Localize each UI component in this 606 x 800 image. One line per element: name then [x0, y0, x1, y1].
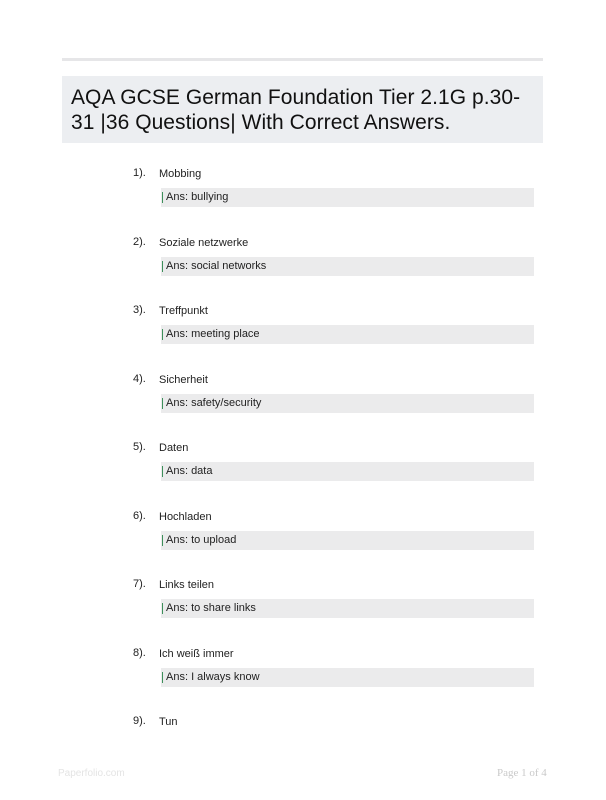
- question-term: Tun: [159, 716, 178, 728]
- question-number: 6).: [133, 510, 146, 522]
- answer-box: [161, 325, 534, 344]
- answer-accent-bar: [162, 329, 163, 340]
- answer-box: [161, 531, 534, 550]
- answer-text: Ans: to share links: [166, 602, 256, 614]
- question-number: 7).: [133, 578, 146, 590]
- question-item: [0, 510, 606, 570]
- question-number: 4).: [133, 373, 146, 385]
- answer-text: Ans: meeting place: [166, 328, 260, 340]
- question-item: [0, 167, 606, 227]
- answer-accent-bar: [162, 603, 163, 614]
- answer-text: Ans: data: [166, 465, 213, 477]
- answer-text: Ans: bullying: [166, 191, 229, 203]
- answer-box: [161, 257, 534, 276]
- answer-accent-bar: [162, 466, 163, 477]
- answer-box: [161, 394, 534, 413]
- question-item: [0, 578, 606, 638]
- question-term: Links teilen: [159, 579, 215, 591]
- answer-box: [161, 188, 534, 207]
- question-item: [0, 373, 606, 433]
- question-number: 2).: [133, 236, 146, 248]
- title-block: [62, 76, 543, 143]
- document-title: AQA GCSE German Foundation Tier 2.1G p.30-31 |36 Questions| With Correct Answers.: [71, 86, 521, 134]
- question-item: [0, 304, 606, 364]
- top-divider: [62, 58, 543, 61]
- answer-text: Ans: social networks: [166, 260, 267, 272]
- question-number: 5).: [133, 441, 146, 453]
- question-item: [0, 441, 606, 501]
- answer-accent-bar: [162, 192, 163, 203]
- answer-text: Ans: I always know: [166, 671, 260, 683]
- question-term: Hochladen: [159, 511, 212, 523]
- answer-accent-bar: [162, 535, 163, 546]
- question-term: Soziale netzwerke: [159, 237, 249, 249]
- answer-box: [161, 462, 534, 481]
- page-number: Page 1 of 4: [497, 767, 547, 779]
- answer-box: [161, 668, 534, 687]
- question-term: Daten: [159, 442, 189, 454]
- answer-text: Ans: safety/security: [166, 397, 262, 409]
- answer-text: Ans: to upload: [166, 534, 237, 546]
- answer-accent-bar: [162, 398, 163, 409]
- answer-accent-bar: [162, 672, 163, 683]
- question-item: [0, 715, 606, 775]
- question-term: Mobbing: [159, 168, 202, 180]
- answer-accent-bar: [162, 261, 163, 272]
- question-term: Ich weiß immer: [159, 648, 234, 660]
- question-number: 9).: [133, 715, 146, 727]
- question-number: 1).: [133, 167, 146, 179]
- question-term: Sicherheit: [159, 374, 208, 386]
- question-number: 3).: [133, 304, 146, 316]
- question-number: 8).: [133, 647, 146, 659]
- answer-box: [161, 599, 534, 618]
- question-item: [0, 647, 606, 707]
- question-term: Treffpunkt: [159, 305, 208, 317]
- footer-watermark: Paperfolio.com: [58, 768, 125, 779]
- question-item: [0, 236, 606, 296]
